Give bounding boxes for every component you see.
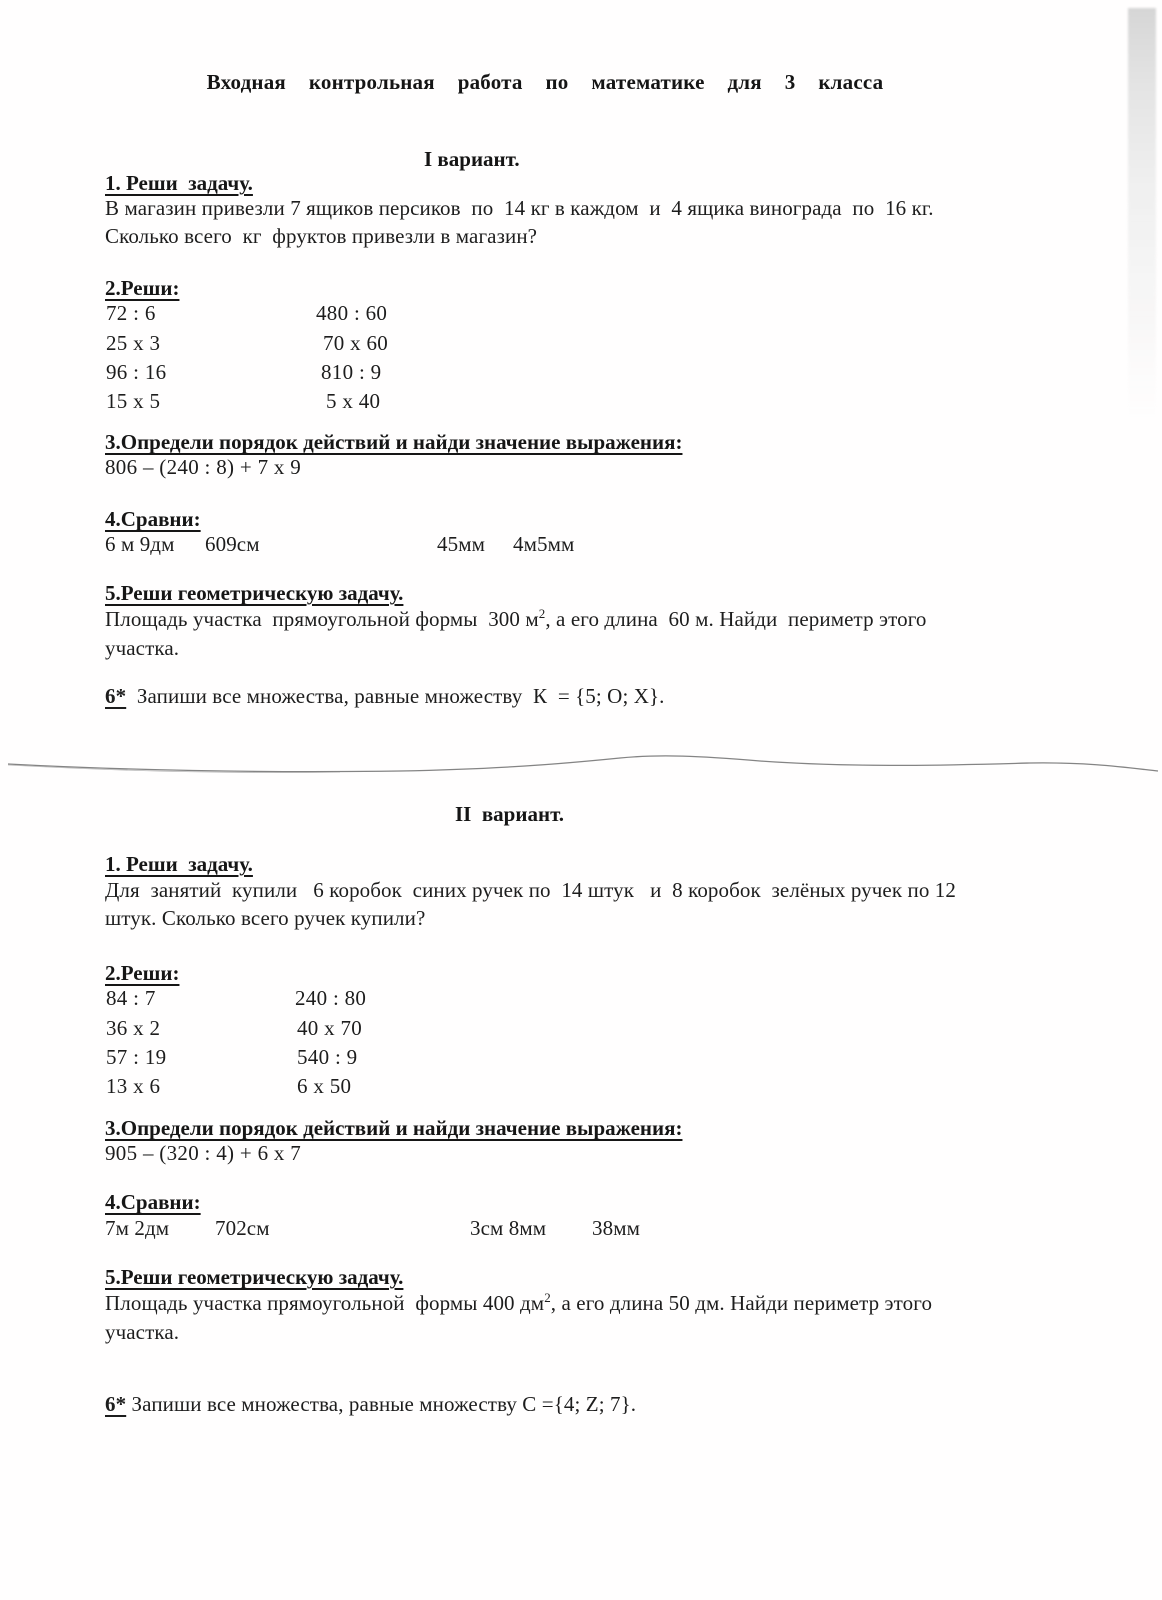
geo-text-post: , а его длина 50 дм. Найди периметр этого [550, 1291, 933, 1315]
expression: 25 x 3 [106, 331, 161, 355]
expression: 240 : 80 [295, 986, 367, 1010]
geo-text-post: , а его длина 60 м. Найди периметр этого [545, 607, 927, 631]
compare-value: 38мм [592, 1216, 640, 1240]
expression: 96 : 16 [106, 360, 167, 384]
expression: 57 : 19 [106, 1045, 167, 1069]
variant2-heading: II вариант. [455, 802, 565, 826]
expression: 15 x 5 [106, 389, 161, 413]
variant2-task5-line1 [105, 1290, 932, 1316]
compare-value: 702см [215, 1216, 270, 1240]
variant2-task3-heading: 3.Определи порядок действий и найди значение выражения: [105, 1116, 683, 1140]
expression: 810 : 9 [321, 360, 382, 384]
compare-value: 4м5мм [513, 532, 575, 556]
variant1-task1-line1: В магазин привезли 7 ящиков персиков по 14 кг в каждом и 4 ящика винограда по 16 кг. [105, 196, 934, 220]
variant2-task4-heading: 4.Сравни: [105, 1190, 201, 1214]
variant1-task6-marker: 6* [105, 684, 127, 708]
variant2-task1-heading: 1. Реши задачу. [105, 852, 253, 876]
variant1-task2-heading: 2.Реши: [105, 276, 180, 300]
variant2-task1-line2: штук. Сколько всего ручек купили? [105, 906, 426, 930]
expression: 5 x 40 [326, 389, 381, 413]
compare-value: 45мм [437, 532, 485, 556]
variant1-task4-heading: 4.Сравни: [105, 507, 201, 531]
variant1-task3-heading: 3.Определи порядок действий и найди значение выражения: [105, 430, 683, 454]
expression: 40 x 70 [297, 1016, 363, 1040]
compare-value: 7м 2дм [105, 1216, 170, 1240]
expression: 70 x 60 [323, 331, 389, 355]
variant2-task6-marker: 6* [105, 1392, 127, 1416]
variant1-task1-line2: Сколько всего кг фруктов привезли в магазин? [105, 224, 538, 248]
variant2-task3-expression: 905 – (320 : 4) + 6 x 7 [105, 1141, 302, 1165]
document-title: Входная контрольная работа по математике для 3 класса [206, 70, 884, 94]
superscript: 2 [538, 606, 546, 621]
variant2-task5-line2: участка. [105, 1320, 180, 1344]
variant1-task3-expression: 806 – (240 : 8) + 7 x 9 [105, 455, 302, 479]
expression: 72 : 6 [106, 301, 156, 325]
superscript: 2 [544, 1290, 551, 1305]
expression: 540 : 9 [297, 1045, 358, 1069]
expression: 36 x 2 [106, 1016, 161, 1040]
variant2-task6-text: Запиши все множества, равные множеству С ={4; Z; 7}. [126, 1392, 637, 1416]
variant1-task1-heading: 1. Реши задачу. [105, 171, 253, 195]
compare-value: 6 м 9дм [105, 532, 175, 556]
expression: 6 x 50 [297, 1074, 352, 1098]
variant1-task5-line1 [105, 606, 927, 632]
geo-text-pre: Площадь участка прямоугольной формы 400 дм [105, 1291, 545, 1315]
expression: 480 : 60 [316, 301, 388, 325]
scan-edge-shadow [1128, 8, 1156, 438]
geo-text-pre: Площадь участка прямоугольной формы 300 м [105, 607, 539, 631]
variant2-task1-line1: Для занятий купили 6 коробок синих ручек по 14 штук и 8 коробок зелёных ручек по 12 [105, 878, 956, 902]
variant1-task6-text: Запиши все множества, равные множеству К = {5; О; Х}. [126, 684, 665, 708]
expression: 84 : 7 [106, 986, 156, 1010]
variant2-task2-heading: 2.Реши: [105, 961, 180, 985]
variant1-task5-heading: 5.Реши геометрическую задачу. [105, 581, 404, 605]
variant1-task5-line2: участка. [105, 636, 180, 660]
variant1-task6 [105, 684, 665, 709]
variant1-heading: I вариант. [424, 147, 520, 171]
compare-value: 609см [205, 532, 260, 556]
variant2-task6 [105, 1392, 636, 1417]
scan-fold-line [0, 748, 1162, 782]
compare-value: 3см 8мм [470, 1216, 547, 1240]
expression: 13 x 6 [106, 1074, 161, 1098]
variant2-task5-heading: 5.Реши геометрическую задачу. [105, 1265, 404, 1289]
